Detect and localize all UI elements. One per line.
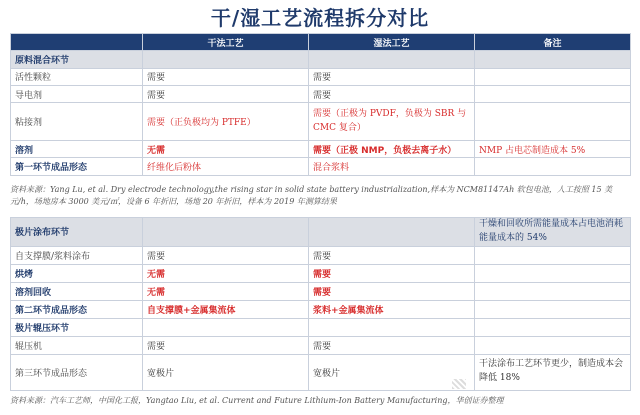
source-note-2: 资料来源：汽车工艺师，中国化工报，Yangtao Liu, et al. Current and Future Lithium-Ion Battery Manufacturing，华创证券整理 bbox=[10, 396, 504, 405]
table-row bbox=[11, 141, 631, 158]
table-header-row bbox=[11, 34, 631, 51]
dry-cell: 无需 bbox=[143, 264, 309, 282]
page-title: 干/湿工艺流程拆分对比 bbox=[210, 6, 430, 30]
table-row bbox=[11, 300, 631, 318]
dry-cell: 宽极片 bbox=[143, 354, 309, 390]
source-note-1: 资料来源：Yang Lu, et al. Dry electrode technology,the rising star in solid state battery industrialization,样本为 NCM81147Ah 软包电池，人工按照 15 美元/h，场地房本 3000 美元/㎡，设备 6 年折旧，场地 20 年折旧，样本为 2019 年测算结果 bbox=[10, 185, 613, 206]
table-row bbox=[11, 282, 631, 300]
row-label: 溶剂 bbox=[11, 141, 143, 158]
dry-cell: 需要 bbox=[143, 246, 309, 264]
row-label: 活性颗粒 bbox=[11, 68, 143, 85]
table-row bbox=[11, 246, 631, 264]
wet-cell: 需要 bbox=[309, 68, 475, 85]
note-cell bbox=[475, 68, 631, 85]
table-row bbox=[11, 354, 631, 390]
header-notes: 备注 bbox=[475, 34, 631, 51]
note-cell bbox=[475, 300, 631, 318]
dry-cell: 需要 bbox=[143, 336, 309, 354]
row-label: 粘接剂 bbox=[11, 103, 143, 141]
table-row bbox=[11, 336, 631, 354]
header-blank bbox=[11, 34, 143, 51]
note-cell: 干法涂布工艺环节更少，制造成本会降低 18% bbox=[475, 354, 631, 390]
dry-cell: 需要 bbox=[143, 85, 309, 102]
section-title: 原料混合环节 bbox=[11, 51, 143, 68]
note-cell bbox=[475, 103, 631, 141]
wet-cell: 需要 bbox=[309, 246, 475, 264]
wet-cell: 浆料+金属集流体 bbox=[309, 300, 475, 318]
header-dry-process: 干法工艺 bbox=[143, 34, 309, 51]
wet-cell: 需要 bbox=[309, 264, 475, 282]
note-cell bbox=[475, 318, 631, 336]
wet-cell: 混合浆料 bbox=[309, 158, 475, 175]
section-row bbox=[11, 218, 631, 247]
wet-cell: 需要（正极 NMP，负极去离子水） bbox=[309, 141, 475, 158]
wet-cell: 宽极片 bbox=[309, 354, 475, 390]
table-row bbox=[11, 103, 631, 141]
wet-cell: 需要 bbox=[309, 282, 475, 300]
dry-cell: 纤维化后粉体 bbox=[143, 158, 309, 175]
row-label: 烘烤 bbox=[11, 264, 143, 282]
wet-cell: 需要 bbox=[309, 85, 475, 102]
section-row bbox=[11, 51, 631, 68]
section-note: 干燥和回收所需能量成本占电池消耗能量成本的 54% bbox=[475, 218, 631, 247]
note-cell: NMP 占电芯制造成本 5% bbox=[475, 141, 631, 158]
note-cell bbox=[475, 282, 631, 300]
watermark-blot bbox=[452, 379, 466, 389]
comparison-table-coating bbox=[10, 217, 631, 391]
wet-cell: 需要 bbox=[309, 336, 475, 354]
section-title: 极片涂布环节 bbox=[11, 218, 143, 247]
dry-cell: 无需 bbox=[143, 282, 309, 300]
note-cell bbox=[475, 264, 631, 282]
row-label: 第二环节成品形态 bbox=[11, 300, 143, 318]
wet-cell: 需要（正极为 PVDF，负极为 SBR 与 CMC 复合） bbox=[309, 103, 475, 141]
dry-cell: 需要 bbox=[143, 68, 309, 85]
dry-cell: 需要（正负极均为 PTFE） bbox=[143, 103, 309, 141]
dry-cell: 自支撑膜+金属集流体 bbox=[143, 300, 309, 318]
note-cell bbox=[475, 158, 631, 175]
row-label: 辊压机 bbox=[11, 336, 143, 354]
header-wet-process: 湿法工艺 bbox=[309, 34, 475, 51]
row-label: 自支撑膜/浆料涂布 bbox=[11, 246, 143, 264]
row-label: 第一环节成品形态 bbox=[11, 158, 143, 175]
row-label: 第三环节成品形态 bbox=[11, 354, 143, 390]
note-cell bbox=[475, 246, 631, 264]
note-cell bbox=[475, 336, 631, 354]
table-row bbox=[11, 318, 631, 336]
table-row bbox=[11, 264, 631, 282]
comparison-table-materials bbox=[10, 33, 631, 176]
table-row bbox=[11, 68, 631, 85]
dry-cell bbox=[143, 318, 309, 336]
table-row bbox=[11, 85, 631, 102]
wet-cell bbox=[309, 318, 475, 336]
table-row bbox=[11, 158, 631, 175]
row-label: 导电剂 bbox=[11, 85, 143, 102]
row-label: 极片辊压环节 bbox=[11, 318, 143, 336]
note-cell bbox=[475, 85, 631, 102]
row-label: 溶剂回收 bbox=[11, 282, 143, 300]
dry-cell: 无需 bbox=[143, 141, 309, 158]
